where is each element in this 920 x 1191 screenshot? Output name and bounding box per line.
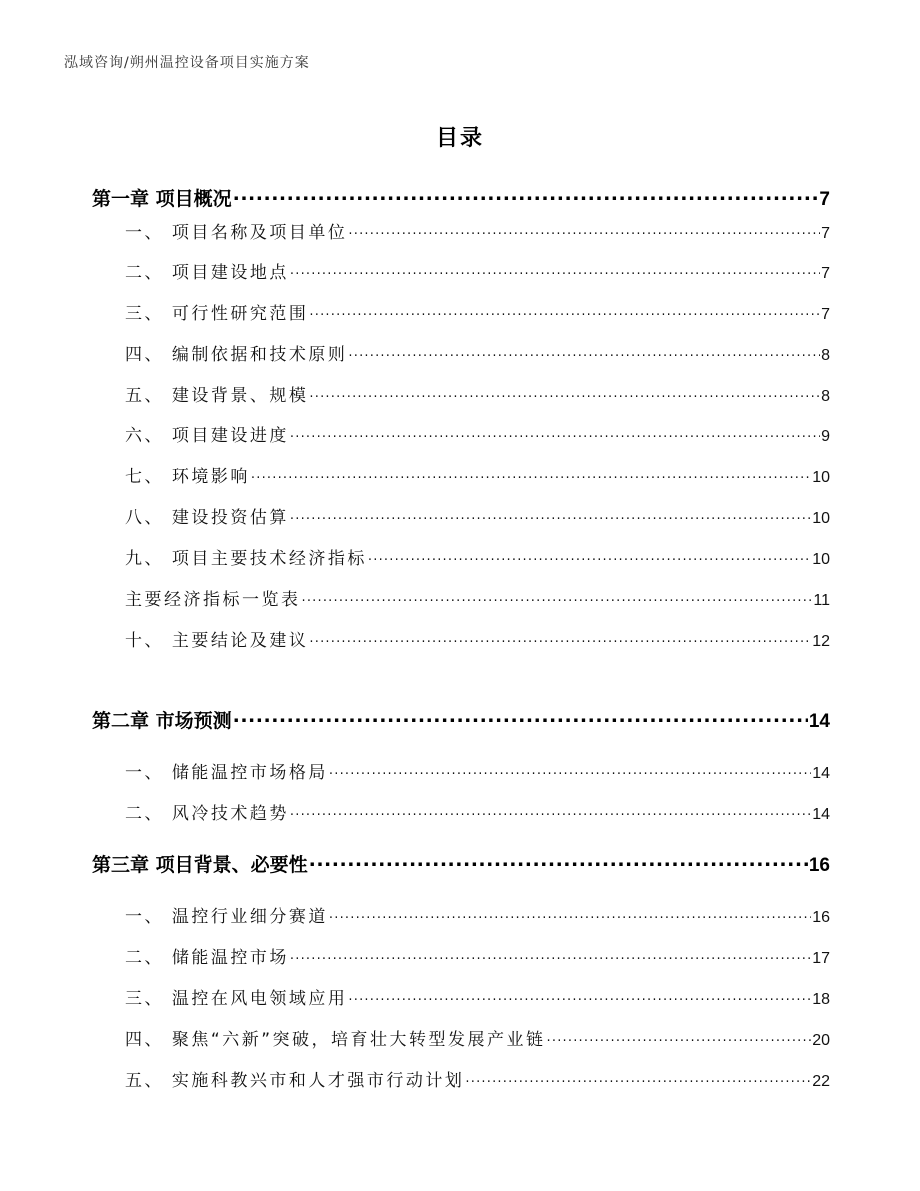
- toc-section-entry[interactable]: [125, 299, 830, 324]
- toc-entry-label: 二、 储能温控市场: [125, 948, 289, 968]
- toc-page-number: 10: [812, 510, 830, 527]
- dot-leader: [368, 547, 811, 564]
- toc-section-entry[interactable]: [125, 381, 830, 406]
- toc-title: 目录: [435, 126, 484, 151]
- toc-page-number: 14: [808, 711, 830, 732]
- dot-leader: [547, 1028, 812, 1045]
- toc-entry-label: 四、 聚焦“六新”突破，培育壮大转型发展产业链: [125, 1030, 546, 1050]
- toc-section-entry[interactable]: [125, 1025, 830, 1050]
- toc-section-entry[interactable]: [125, 984, 830, 1009]
- toc-chapter-entry[interactable]: [92, 184, 830, 211]
- toc-entry-label: 一、 储能温控市场格局: [125, 763, 328, 783]
- toc-section-entry[interactable]: [125, 902, 830, 927]
- toc-page-number: 10: [812, 469, 830, 486]
- toc-section-entry[interactable]: [125, 943, 830, 968]
- toc-entry-label: 五、 实施科教兴市和人才强市行动计划: [125, 1071, 465, 1091]
- toc-page-number: 20: [812, 1032, 830, 1049]
- toc-entry-label: 八、 建设投资估算: [125, 508, 289, 528]
- dot-leader: [309, 629, 811, 646]
- toc-page-number: 8: [821, 347, 830, 364]
- toc-page-number: 7: [819, 189, 830, 210]
- toc-page-number: 7: [821, 306, 830, 323]
- toc-section-entry[interactable]: [125, 626, 830, 651]
- toc-page-number: 9: [821, 428, 830, 445]
- toc-section-entry[interactable]: [125, 340, 830, 365]
- dot-leader: [309, 302, 820, 319]
- toc-page-number: 7: [821, 265, 830, 282]
- dot-leader: [290, 506, 811, 523]
- toc-section-entry[interactable]: [125, 503, 830, 528]
- toc-section-entry[interactable]: [125, 218, 830, 243]
- toc-page-number: 16: [808, 855, 830, 876]
- dot-leader: [290, 802, 811, 819]
- toc-entry-label: 第一章 项目概况: [92, 188, 232, 210]
- toc-entry-label: 第三章 项目背景、必要性: [92, 854, 308, 876]
- toc-page-number: 18: [812, 991, 830, 1008]
- dot-leader: [309, 852, 808, 871]
- dot-leader: [290, 424, 820, 441]
- dot-leader: [233, 186, 819, 205]
- toc-section-entry[interactable]: [125, 758, 830, 783]
- toc-section-entry[interactable]: [125, 258, 830, 283]
- toc-entry-label: 三、 温控在风电领域应用: [125, 989, 348, 1009]
- running-header: 泓域咨询/朔州温控设备项目实施方案: [64, 55, 310, 71]
- toc-entry-label: 七、 环境影响: [125, 467, 250, 487]
- dot-leader: [348, 221, 820, 238]
- toc-entry-label: 三、 可行性研究范围: [125, 304, 309, 324]
- toc-entry-label: 一、 温控行业细分赛道: [125, 907, 328, 927]
- toc-section-entry[interactable]: [125, 799, 830, 824]
- dot-leader: [233, 708, 808, 727]
- dot-leader: [329, 905, 811, 922]
- toc-page-number: 17: [812, 950, 830, 967]
- toc-section-entry[interactable]: [125, 585, 830, 610]
- toc-page-number: 14: [812, 765, 830, 782]
- dot-leader: [290, 946, 811, 963]
- toc-entry-label: 一、 项目名称及项目单位: [125, 223, 348, 243]
- toc-entry-label: 二、 风冷技术趋势: [125, 804, 289, 824]
- dot-leader: [329, 761, 811, 778]
- toc-entry-label: 十、 主要结论及建议: [125, 631, 309, 651]
- toc-entry-label: 四、 编制依据和技术原则: [125, 345, 348, 365]
- toc-page-number: 8: [821, 388, 830, 405]
- toc-page-number: 14: [812, 806, 830, 823]
- toc-entry-label: 六、 项目建设进度: [125, 426, 289, 446]
- toc-page-number: 12: [812, 633, 830, 650]
- toc-entry-label: 九、 项目主要技术经济指标: [125, 549, 367, 569]
- dot-leader: [348, 343, 820, 360]
- toc-entry-label: 五、 建设背景、规模: [125, 386, 309, 406]
- dot-leader: [290, 261, 820, 278]
- toc-page-number: 7: [821, 225, 830, 242]
- toc-page-number: 22: [812, 1073, 830, 1090]
- toc-chapter-entry[interactable]: [92, 706, 830, 733]
- dot-leader: [302, 588, 813, 605]
- toc-chapter-entry[interactable]: [92, 850, 830, 877]
- toc-page-number: 11: [813, 592, 830, 609]
- dot-leader: [465, 1069, 811, 1086]
- toc-section-entry[interactable]: [125, 421, 830, 446]
- dot-leader: [348, 987, 811, 1004]
- dot-leader: [309, 384, 820, 401]
- toc-page-number: 10: [812, 551, 830, 568]
- toc-page-number: 16: [812, 909, 830, 926]
- toc-entry-label: 主要经济指标一览表: [125, 590, 301, 610]
- toc-section-entry[interactable]: [125, 462, 830, 487]
- toc-section-entry[interactable]: [125, 544, 830, 569]
- toc-section-entry[interactable]: [125, 1066, 830, 1091]
- dot-leader: [251, 465, 811, 482]
- toc-entry-label: 二、 项目建设地点: [125, 263, 289, 283]
- toc-entry-label: 第二章 市场预测: [92, 710, 232, 732]
